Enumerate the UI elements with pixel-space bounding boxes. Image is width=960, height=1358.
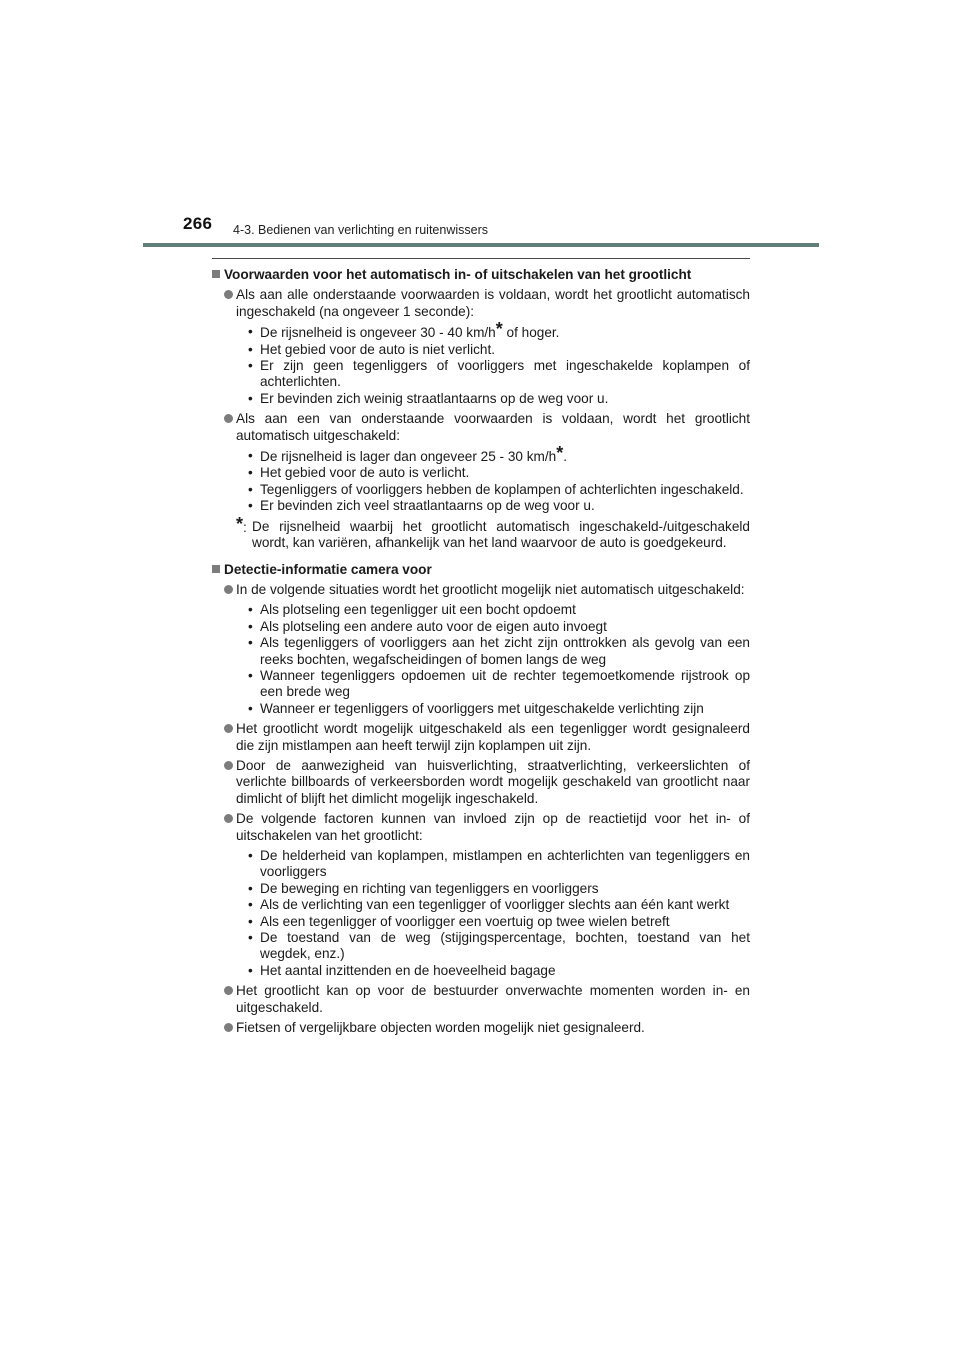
bullet-item: • Er bevinden zich weinig straatlantaarns op de weg voor u. [248,391,750,407]
page-number: 266 [183,214,213,233]
bullet-list [212,848,750,979]
footnote [212,513,750,552]
footnote-star: * [556,443,564,464]
item-text: In de volgende situaties wordt het grootlicht mogelijk niet automatisch uitgeschakeld: [236,581,745,597]
heading-text: Detectie-informatie camera voor [224,561,432,577]
bullet-item: • De helderheid van koplampen, mistlampen en achterlichten van tegenliggers en voorliggers [248,848,750,881]
item-text: Fietsen of vergelijkbare objecten worden mogelijk niet gesignaleerd. [236,1020,645,1036]
dot-bullet-icon [224,986,233,995]
square-bullet-icon [212,565,220,573]
bullet-item: • Het aantal inzittenden en de hoeveelheid bagage [248,963,750,979]
bullet-list [212,602,750,717]
bullet-item: • De beweging en richting van tegenliggers en voorliggers [248,881,750,897]
heading-text: Voorwaarden voor het automatisch in- of uitschakelen van het grootlicht [224,267,692,282]
bullet-item: • De rijsnelheid is lager dan ongeveer 25 - 30 km/h*. [248,448,750,465]
item-text: De volgende factoren kunnen van invloed zijn op de reactietijd voor het in- of uitschakelen van het grootlicht: [236,811,750,843]
bullet-item: • De toestand van de weg (stijgingspercentage, bochten, toestand van het wegdek, enz.) [248,930,750,963]
dot-bullet-icon [224,761,233,770]
dot-bullet-icon [224,724,233,733]
section-heading [212,267,750,283]
dot-bullet-icon [224,290,233,299]
dot-bullet-icon [224,1023,233,1032]
bullet-list [212,443,750,515]
list-item [212,411,750,444]
item-text: Als aan alle onderstaande voorwaarden is voldaan, wordt het grootlicht automatisch ingeschakeld (na ongeveer 1 seconde): [236,287,750,319]
bullet-item: • Als tegenliggers of voorliggers aan het zicht zijn onttrokken als gevolg van een reeks bochten, wegafscheidingen of bomen langs de weg [248,635,750,668]
item-text: Door de aanwezigheid van huisverlichting, straatverlichting, verkeerslichten of verlichte billboards of verkeersborden wordt mogelijk geschakeld van grootlicht naar dimlicht of blijft het dimlicht mogelijk ingeschakeld. [236,757,750,806]
content [212,258,750,1036]
footnote-star: * [495,319,503,340]
dot-bullet-icon [224,814,233,823]
list-item [212,811,750,844]
list-item [212,721,750,754]
item-text: Het grootlicht kan op voor de bestuurder onverwachte momenten worden in- en uitgeschakeld. [236,983,750,1015]
dot-bullet-icon [224,585,233,594]
bullet-item: • Het gebied voor de auto is niet verlicht. [248,342,750,358]
list-item [212,1020,750,1036]
bullet-item: • Tegenliggers of voorliggers hebben de koplampen of achterlichten ingeschakeld. [248,482,750,498]
bullet-item: • Als de verlichting van een tegenligger of voorligger slechts aan één kant werkt [248,897,750,913]
header-rule [143,243,819,247]
bullet-item: • Het gebied voor de auto is verlicht. [248,465,750,481]
bullet-item: • Als plotseling een tegenligger uit een bocht opdoemt [248,602,750,618]
item-text: Als aan een van onderstaande voorwaarden is voldaan, wordt het grootlicht automatisch uitgeschakeld: [236,411,750,443]
bullet-item: • Wanneer er tegenliggers of voorliggers met uitgeschakelde verlichting zijn [248,701,750,717]
bullet-item: • Er zijn geen tegenliggers of voorliggers met ingeschakelde koplampen of achterlichten. [248,358,750,391]
item-text: Het grootlicht wordt mogelijk uitgeschakeld als een tegenligger wordt gesignaleerd die zijn mistlampen aan heeft terwijl zijn koplampen uit zijn. [236,721,750,753]
square-bullet-icon [212,270,220,278]
bullet-item: • Er bevinden zich veel straatlantaarns op de weg voor u. [248,498,750,514]
section-heading [212,562,750,578]
list-item [212,582,750,598]
footnote-text: De rijsnelheid waarbij het grootlicht automatisch ingeschakeld-/uitgeschakeld wordt, kan variëren, afhankelijk van het land waarvoor de auto is goedgekeurd. [252,518,750,551]
list-item [212,287,750,320]
bullet-item: • Wanneer tegenliggers opdoemen uit de rechter tegemoetkomende rijstrook op een brede weg [248,668,750,701]
bullet-item: • Als een tegenligger of voorligger een voertuig op twee wielen betreft [248,914,750,930]
footnote-mark: *: [236,513,247,535]
list-item [212,758,750,807]
section-title: 4-3. Bedienen van verlichting en ruitenwissers [233,223,488,237]
bullet-list [212,319,750,407]
bullet-item: • De rijsnelheid is ongeveer 30 - 40 km/h* of hoger. [248,324,750,341]
bullet-item: • Als plotseling een andere auto voor de eigen auto invoegt [248,619,750,635]
dot-bullet-icon [224,414,233,423]
list-item [212,983,750,1016]
